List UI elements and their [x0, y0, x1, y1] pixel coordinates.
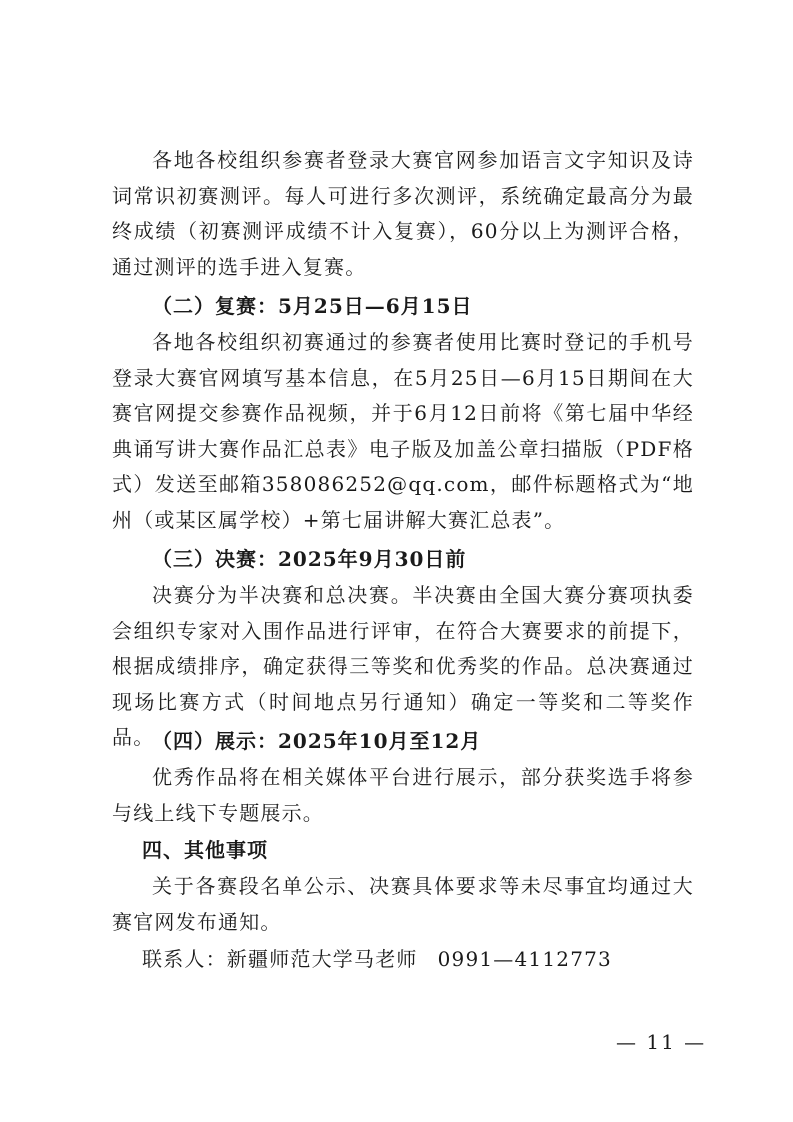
section-heading-block-6 [112, 724, 694, 760]
body-paragraph-block-3 [112, 325, 694, 538]
body-paragraph-block-1 [112, 143, 694, 285]
section-heading-showcase: （四）展示：2025年10月至12月 [152, 729, 482, 753]
body-paragraph: 各地各校组织初赛通过的参赛者使用比赛时登记的手机号登录大赛官网填写基本信息，在5月25日—6月15日期间在大赛官网提交参赛作品视频，并于6月12日前将《第七届中华经典诵写讲大赛作品汇总表》电子版及加盖公章扫描版（PDF格式）发送至邮箱358086252@qq.com，邮件标题格式为“地州（或某区属学校）+第七届讲解大赛汇总表”。 [112, 330, 694, 532]
body-paragraph-block-7 [112, 760, 694, 831]
contact-phone: 0991—4112773 [437, 947, 612, 971]
section-heading-block-8 [112, 833, 694, 869]
section-heading-final: （三）决赛：2025年9月30日前 [152, 547, 467, 571]
contact-block [112, 942, 694, 978]
page-number: — 11 — [616, 1030, 707, 1054]
body-paragraph: 决赛分为半决赛和总决赛。半决赛由全国大赛分赛项执委会组织专家对入围作品进行评审，在符合大赛要求的前提下，根据成绩排序，确定获得三等奖和优秀奖的作品。总决赛通过现场比赛方式（时间地点另行通知）确定一等奖和二等奖作品。 [112, 583, 694, 749]
contact-label: 联系人：新疆师范大学马老师 [142, 947, 418, 971]
section-heading-rematch: （二）复赛：5月25日—6月15日 [152, 294, 473, 318]
body-paragraph: 各地各校组织参赛者登录大赛官网参加语言文字知识及诗词常识初赛测评。每人可进行多次测评，系统确定最高分为最终成绩（初赛测评成绩不计入复赛），60分以上为测评合格，通过测评的选手进入复赛。 [112, 148, 694, 279]
body-paragraph-block-9 [112, 869, 694, 940]
section-heading-other-matters: 四、其他事项 [142, 838, 268, 862]
section-heading-block-4 [112, 542, 694, 578]
body-paragraph: 关于各赛段名单公示、决赛具体要求等未尽事宜均通过大赛官网发布通知。 [112, 874, 694, 934]
section-heading-block-2 [112, 289, 694, 325]
contact-line [112, 942, 694, 978]
body-paragraph: 优秀作品将在相关媒体平台进行展示，部分获奖选手将参与线上线下专题展示。 [112, 765, 694, 825]
